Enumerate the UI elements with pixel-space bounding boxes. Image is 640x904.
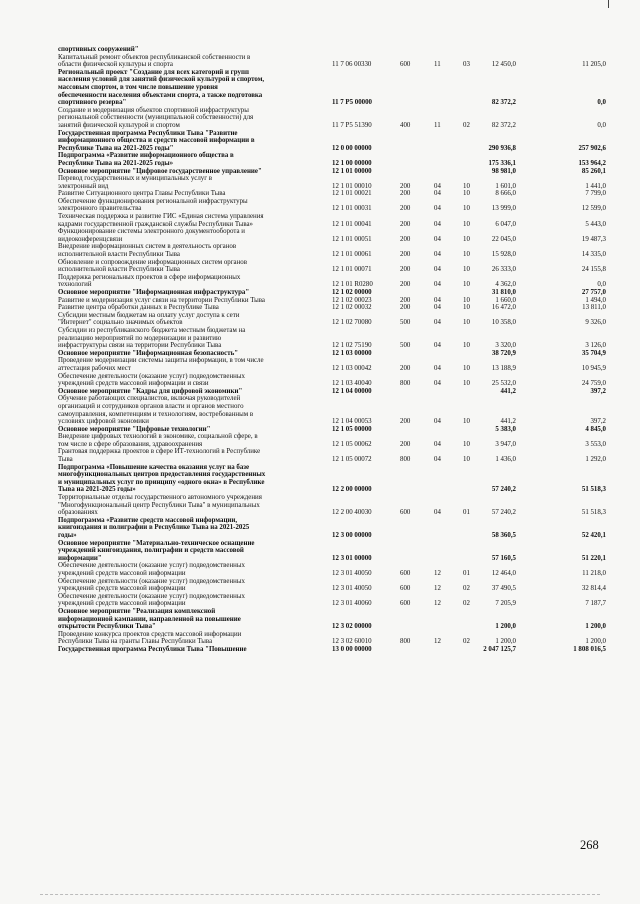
row-name: Подпрограмма «Развитие средств массовой информации, книгоиздания и полиграфии в Республике Тыва на 2021-2025 годы» — [58, 516, 250, 539]
vr-cell: 500 — [400, 319, 411, 327]
code-cell: 12 1 05 00000 — [332, 425, 372, 433]
code-cell: 12 1 01 R0280 — [332, 281, 373, 289]
row-name: Развитие Ситуационного центра Главы Республики Тыва — [58, 190, 226, 198]
row-name: Внедрение цифровых технологий в экономике, социальной сфере, в том числе в сфере образования, здравоохранения — [58, 433, 258, 448]
amount-2021-cell: 16 472,0 — [491, 304, 516, 312]
code-cell: 12 1 01 00031 — [332, 205, 372, 213]
table-row — [58, 228, 610, 243]
vr-cell: 600 — [400, 569, 411, 577]
amount-2022-cell: 13 811,0 — [582, 304, 606, 312]
pr-cell: 10 — [463, 456, 470, 464]
amount-2022-cell: 1 200,0 — [585, 623, 606, 631]
table-row — [58, 593, 610, 608]
amount-2022-cell: 1 200,0 — [585, 638, 606, 646]
table-row — [58, 464, 610, 494]
vr-cell: 800 — [400, 456, 411, 464]
amount-2021-cell: 82 372,2 — [491, 121, 516, 129]
amount-2021-cell: 3 320,0 — [495, 342, 516, 350]
table-row — [58, 327, 610, 350]
amount-2022-cell: 1 292,0 — [585, 456, 606, 464]
table-row — [58, 448, 610, 463]
row-name: Основное мероприятие "Информационная инфраструктура" — [58, 289, 250, 296]
budget-table — [58, 46, 610, 654]
row-name: Проведение модернизации системы защиты информации, в том числе аттестация рабочих мест — [58, 357, 264, 372]
amount-2022-cell: 52 420,1 — [581, 532, 606, 539]
vr-cell: 600 — [400, 585, 411, 593]
code-cell: 12 1 04 00053 — [332, 418, 372, 426]
code-cell: 12 3 02 60010 — [332, 638, 372, 646]
code-cell: 12 1 00 00000 — [332, 159, 372, 167]
vr-cell: 200 — [400, 220, 411, 228]
row-name: Основное мероприятие "Информационная безопасность" — [58, 349, 239, 357]
table-row — [58, 395, 610, 425]
amount-2022-cell: 10 945,9 — [581, 364, 606, 372]
amount-2021-cell: 98 981,0 — [491, 167, 516, 175]
code-cell: 12 1 05 00072 — [332, 456, 372, 464]
table-row — [58, 190, 610, 198]
amount-2021-cell: 5 383,0 — [495, 425, 516, 433]
table-row — [58, 517, 610, 540]
table-row — [58, 243, 610, 258]
rz-cell: 04 — [434, 319, 441, 327]
code-cell: 12 1 01 00021 — [332, 190, 372, 198]
table-row — [58, 69, 610, 107]
table-row — [58, 46, 610, 54]
vr-cell: 200 — [400, 266, 411, 274]
vr-cell: 600 — [400, 61, 411, 69]
table-row — [58, 540, 610, 563]
code-cell: 12 1 03 00042 — [332, 364, 372, 372]
vr-cell: 200 — [400, 364, 411, 372]
amount-2022-cell: 32 814,4 — [581, 585, 606, 593]
vr-cell: 800 — [400, 638, 411, 646]
rz-cell: 04 — [434, 266, 441, 274]
vr-cell: 500 — [400, 342, 411, 350]
rz-cell: 04 — [434, 251, 441, 259]
pr-cell: 10 — [463, 266, 470, 274]
page-number: 268 — [580, 838, 599, 852]
amount-2022-cell: 1 441,0 — [585, 182, 606, 190]
amount-2021-cell: 441,2 — [500, 387, 516, 395]
amount-2021-cell: 175 336,1 — [488, 159, 516, 167]
table-row — [58, 175, 610, 190]
table-row — [58, 297, 610, 305]
pr-cell: 10 — [463, 418, 470, 426]
code-cell: 12 1 02 70080 — [332, 319, 372, 327]
code-cell: 12 1 02 00023 — [332, 296, 372, 304]
amount-2021-cell: 25 532,0 — [491, 380, 516, 388]
vr-cell: 200 — [400, 205, 411, 213]
amount-2022-cell: 7 799,0 — [585, 190, 606, 198]
row-name: Подпрограмма «Повышение качества оказания услуг на базе многофункциональных центров предоставления государственных и муниципальных услуг по принципу «одного окна» в Республике Тыва на 2021-2025 годы» — [58, 463, 266, 494]
row-name: Территориальные отделы государственного автономного учреждения "Многофункциональный центр Республики Тыва" в муниципальных образованиях — [58, 494, 262, 517]
row-name: Функционирование системы электронного документооборота и видеоконференцсвязи — [58, 228, 245, 243]
code-cell: 12 1 01 00000 — [332, 167, 372, 175]
row-name: Обеспечение деятельности (оказание услуг) подведомственных учреждений средств массовой информации и связи — [58, 372, 245, 388]
amount-2021-cell: 37 490,5 — [491, 585, 516, 593]
amount-2022-cell: 1 808 016,5 — [573, 645, 606, 653]
amount-2022-cell: 4 845,0 — [585, 425, 606, 433]
rz-cell: 04 — [434, 342, 441, 350]
row-name: Развитие центра обработки данных в Республике Тыва — [58, 304, 219, 312]
row-name: Государственная программа Республики Тыва "Развитие информационного общества и средств массовой информации в Республике Тыва на 2021-2025 годы" — [58, 129, 255, 152]
edge-mark — [608, 0, 609, 8]
rz-cell: 12 — [434, 638, 441, 646]
pr-cell: 10 — [463, 205, 470, 213]
amount-2022-cell: 24 759,0 — [581, 380, 606, 388]
amount-2022-cell: 153 964,2 — [578, 159, 606, 167]
code-cell: 12 3 02 00000 — [332, 623, 372, 631]
row-name: Обеспечение деятельности (оказание услуг) подведомственных учреждений средств массовой информации — [58, 577, 245, 593]
vr-cell: 200 — [400, 190, 411, 198]
vr-cell: 800 — [400, 380, 411, 388]
code-cell: 11 7 P5 51390 — [332, 121, 372, 129]
row-name: Внедрение информационных систем в деятельность органов исполнительной власти Республики Тыва — [58, 243, 237, 259]
amount-2022-cell: 5 443,0 — [585, 220, 606, 228]
vr-cell: 600 — [400, 509, 411, 517]
code-cell: 12 1 03 00000 — [332, 349, 372, 357]
table-row — [58, 289, 610, 297]
row-name: Обеспечение деятельности (оказание услуг) подведомственных учреждений средств массовой информации — [58, 592, 245, 608]
row-name: Региональный проект "Создание для всех категорий и групп населения условий для занятий физической культурой и спортом, массовым спортом, в том числе повышение уровня обеспеченности населения объектами спорта, а также подготовка спортивного резерва" — [58, 68, 265, 107]
amount-2021-cell: 13 188,9 — [491, 364, 516, 372]
amount-2022-cell: 7 187,7 — [585, 600, 606, 608]
row-name: Создание и модернизация объектов спортивной инфраструктуры региональной собственности (муниципальной собственности) для занятий физической культурой и спортом — [58, 106, 254, 129]
table-row — [58, 494, 610, 517]
code-cell: 12 3 01 40050 — [332, 569, 372, 577]
row-name: Обучение работающих специалистов, включая руководителей организаций и сотрудников органов власти и органов местного самоуправления, компетенциям и технологиям, востребованным в условиях цифровой экономики — [58, 395, 254, 426]
table-row — [58, 312, 610, 327]
code-cell: 11 7 06 00330 — [332, 61, 372, 69]
code-cell: 11 7 P5 00000 — [332, 99, 373, 107]
vr-cell: 600 — [400, 600, 411, 608]
code-cell: 12 1 02 75190 — [332, 342, 372, 350]
amount-2022-cell: 1 494,0 — [585, 296, 606, 304]
pr-cell: 03 — [463, 61, 470, 69]
amount-2022-cell: 0,0 — [597, 281, 606, 289]
pr-cell: 01 — [463, 509, 470, 517]
amount-2021-cell: 13 999,0 — [491, 205, 516, 213]
row-name: Основное мероприятие "Материально-техническое оснащение учреждений книгоиздания, полиграфии и средств массовой информации" — [58, 539, 255, 562]
rz-cell: 04 — [434, 182, 441, 190]
amount-2021-cell: 1 601,0 — [495, 182, 516, 190]
pr-cell: 10 — [463, 380, 470, 388]
code-cell: 12 1 02 00000 — [332, 289, 372, 296]
rz-cell: 04 — [434, 418, 441, 426]
table-row — [58, 608, 610, 631]
rz-cell: 04 — [434, 281, 441, 289]
amount-2021-cell: 26 333,0 — [491, 266, 516, 274]
row-name: Проведение конкурса проектов средств массовой информации Республики Тыва на гранты Главы Республики Тыва — [58, 630, 242, 646]
row-name: Капитальный ремонт объектов республиканской собственности в области физической культуры и спорта — [58, 53, 251, 69]
pr-cell: 01 — [463, 569, 470, 577]
table-row — [58, 152, 610, 167]
row-name: Обеспечение деятельности (оказание услуг) подведомственных учреждений средств массовой информации — [58, 562, 245, 577]
table-row — [58, 213, 610, 228]
table-row — [58, 373, 610, 388]
amount-2021-cell: 1 436,0 — [495, 456, 516, 464]
amount-2021-cell: 1 200,0 — [495, 638, 516, 646]
code-cell: 12 0 00 00000 — [332, 144, 372, 152]
code-cell: 12 1 01 00041 — [332, 220, 372, 228]
amount-2022-cell: 85 260,1 — [581, 167, 606, 175]
amount-2022-cell: 27 757,0 — [581, 289, 606, 296]
row-name: Основное мероприятие "Цифровые технологии" — [58, 425, 211, 433]
code-cell: 12 1 01 00010 — [332, 182, 372, 190]
amount-2022-cell: 14 335,0 — [581, 251, 606, 259]
code-cell: 12 1 03 40040 — [332, 380, 372, 388]
pr-cell: 10 — [463, 281, 470, 289]
rz-cell: 04 — [434, 380, 441, 388]
amount-2021-cell: 58 360,5 — [491, 532, 516, 539]
code-cell: 12 1 02 00032 — [332, 304, 372, 312]
amount-2021-cell: 22 045,0 — [491, 235, 516, 243]
table-row — [58, 646, 610, 654]
amount-2021-cell: 10 358,0 — [491, 319, 516, 327]
amount-2022-cell: 35 704,9 — [581, 349, 606, 357]
rz-cell: 12 — [434, 585, 441, 593]
table-row — [58, 168, 610, 176]
table-row — [58, 388, 610, 396]
pr-cell: 10 — [463, 190, 470, 198]
table-row — [58, 357, 610, 372]
amount-2022-cell: 0,0 — [597, 99, 606, 107]
amount-2021-cell: 57 240,2 — [491, 486, 516, 494]
row-name: Государственная программа Республики Тыва "Повышение — [58, 645, 247, 653]
row-name: Основное мероприятие "Реализация комплексной информационной кампании, направленной на повышение открытости Республики Тыва" — [58, 607, 241, 631]
amount-2021-cell: 7 205,9 — [495, 600, 516, 608]
row-name: Основное мероприятие "Кадры для цифровой экономики" — [58, 387, 243, 395]
amount-2022-cell: 24 155,8 — [581, 266, 606, 274]
pr-cell: 02 — [463, 638, 470, 646]
vr-cell: 200 — [400, 251, 411, 259]
rz-cell: 11 — [434, 61, 441, 69]
pr-cell: 02 — [463, 600, 470, 608]
row-name: Развитие и модернизация услуг связи на территории Республики Тыва — [58, 296, 265, 304]
amount-2022-cell: 51 518,3 — [581, 486, 606, 494]
amount-2022-cell: 3 553,0 — [585, 440, 606, 448]
amount-2021-cell: 15 928,0 — [491, 251, 516, 259]
pr-cell: 10 — [463, 220, 470, 228]
code-cell: 12 3 00 00000 — [332, 532, 372, 539]
rz-cell: 04 — [434, 509, 441, 517]
amount-2022-cell: 11 205,0 — [582, 61, 606, 69]
table-row — [58, 259, 610, 274]
row-name: Обновление и сопровождение информационных систем органов исполнительной власти Республики Тыва — [58, 258, 247, 274]
code-cell: 12 1 01 00051 — [332, 235, 372, 243]
amount-2022-cell: 12 599,0 — [581, 205, 606, 213]
code-cell: 12 2 00 00000 — [332, 486, 372, 494]
amount-2021-cell: 57 160,5 — [491, 554, 516, 562]
row-name: Обеспечение функционирования региональной инфраструктуры электронного правительства — [58, 197, 248, 213]
table-row — [58, 198, 610, 213]
vr-cell: 200 — [400, 418, 411, 426]
code-cell: 12 3 01 40060 — [332, 600, 372, 608]
row-name: Подпрограмма «Развитие информационного общества в Республике Тыва на 2021-2025 годы» — [58, 152, 234, 167]
code-cell: 12 1 05 00062 — [332, 440, 372, 448]
table-row — [58, 54, 610, 69]
row-name: спортивных сооружений" — [58, 46, 139, 53]
table-row — [58, 304, 610, 312]
rz-cell: 04 — [434, 456, 441, 464]
code-cell: 13 0 00 00000 — [332, 645, 372, 653]
row-name: Основное мероприятие "Цифровое государственное управление" — [58, 167, 262, 175]
rz-cell: 04 — [434, 205, 441, 213]
amount-2021-cell: 441,2 — [500, 418, 516, 426]
pr-cell: 02 — [463, 585, 470, 593]
code-cell: 12 3 01 40050 — [332, 585, 372, 593]
code-cell: 12 3 01 00000 — [332, 554, 372, 562]
pr-cell: 10 — [463, 296, 470, 304]
amount-2022-cell: 51 518,3 — [581, 509, 606, 517]
bottom-scan-edge — [40, 894, 600, 895]
amount-2022-cell: 397,2 — [590, 387, 606, 395]
row-name: Грантовая поддержка проектов в сфере ИТ-технологий в Республике Тыва — [58, 448, 261, 464]
amount-2022-cell: 19 487,3 — [581, 235, 606, 243]
table-row — [58, 562, 610, 577]
vr-cell: 200 — [400, 304, 411, 312]
table-row — [58, 578, 610, 593]
row-name: Техническая поддержка и развитие ГИС «Единая система управления кадрами государственной гражданской службы Республики Тыва» — [58, 213, 264, 228]
amount-2022-cell: 257 902,6 — [578, 144, 606, 152]
table-row — [58, 631, 610, 646]
pr-cell: 10 — [463, 342, 470, 350]
table-row — [58, 350, 610, 358]
amount-2021-cell: 6 047,0 — [495, 220, 516, 228]
amount-2021-cell: 1 660,0 — [495, 296, 516, 304]
row-name: Поддержка региональных проектов в сфере информационных технологий — [58, 273, 241, 289]
code-cell: 12 1 04 00000 — [332, 387, 372, 395]
amount-2021-cell: 31 810,0 — [491, 289, 516, 296]
amount-2021-cell: 1 200,0 — [495, 623, 516, 631]
amount-2021-cell: 290 936,8 — [488, 144, 516, 152]
amount-2021-cell: 38 720,9 — [491, 349, 516, 357]
rz-cell: 12 — [434, 600, 441, 608]
amount-2022-cell: 0,0 — [597, 121, 606, 129]
rz-cell: 04 — [434, 220, 441, 228]
row-name: Субсидии из республиканского бюджета местным бюджетам на реализацию мероприятий по модернизации и развитию инфраструктуры связи на территории Республики Тыва — [58, 326, 246, 350]
table-row — [58, 274, 610, 289]
amount-2021-cell: 57 240,2 — [491, 509, 516, 517]
amount-2021-cell: 4 362,0 — [495, 281, 516, 289]
amount-2022-cell: 3 126,0 — [585, 342, 606, 350]
amount-2021-cell: 8 666,0 — [495, 190, 516, 198]
rz-cell: 04 — [434, 296, 441, 304]
rz-cell: 04 — [434, 364, 441, 372]
table-row — [58, 107, 610, 130]
rz-cell: 11 — [434, 121, 441, 129]
rz-cell: 04 — [434, 304, 441, 312]
amount-2021-cell: 12 464,0 — [491, 569, 516, 577]
code-cell: 12 1 01 00061 — [332, 251, 372, 259]
pr-cell: 02 — [463, 121, 470, 129]
amount-2021-cell: 3 947,0 — [495, 440, 516, 448]
amount-2021-cell: 2 047 125,7 — [483, 645, 516, 653]
amount-2021-cell: 82 372,2 — [491, 99, 516, 107]
pr-cell: 10 — [463, 235, 470, 243]
vr-cell: 400 — [400, 121, 411, 129]
pr-cell: 10 — [463, 304, 470, 312]
pr-cell: 10 — [463, 251, 470, 259]
pr-cell: 10 — [463, 319, 470, 327]
amount-2022-cell: 11 218,0 — [582, 569, 606, 577]
table-row — [58, 130, 610, 153]
rz-cell: 12 — [434, 569, 441, 577]
amount-2021-cell: 12 450,0 — [491, 61, 516, 69]
rz-cell: 04 — [434, 190, 441, 198]
amount-2022-cell: 397,2 — [590, 418, 606, 426]
rz-cell: 04 — [434, 235, 441, 243]
amount-2022-cell: 9 326,0 — [585, 319, 606, 327]
vr-cell: 200 — [400, 440, 411, 448]
table-row — [58, 433, 610, 448]
vr-cell: 200 — [400, 182, 411, 190]
row-name: Перевод государственных и муниципальных услуг в электронный вид — [58, 175, 213, 190]
code-cell: 12 2 00 40030 — [332, 509, 372, 517]
pr-cell: 10 — [463, 182, 470, 190]
vr-cell: 200 — [400, 235, 411, 243]
vr-cell: 200 — [400, 281, 411, 289]
row-name: Субсидии местным бюджетам на оплату услуг доступа к сети "Интернет" социально значимых объектов — [58, 311, 240, 327]
amount-2022-cell: 51 220,1 — [581, 554, 606, 562]
pr-cell: 10 — [463, 364, 470, 372]
code-cell: 12 1 01 00071 — [332, 266, 372, 274]
table-row — [58, 426, 610, 434]
pr-cell: 10 — [463, 440, 470, 448]
vr-cell: 200 — [400, 296, 411, 304]
rz-cell: 04 — [434, 440, 441, 448]
